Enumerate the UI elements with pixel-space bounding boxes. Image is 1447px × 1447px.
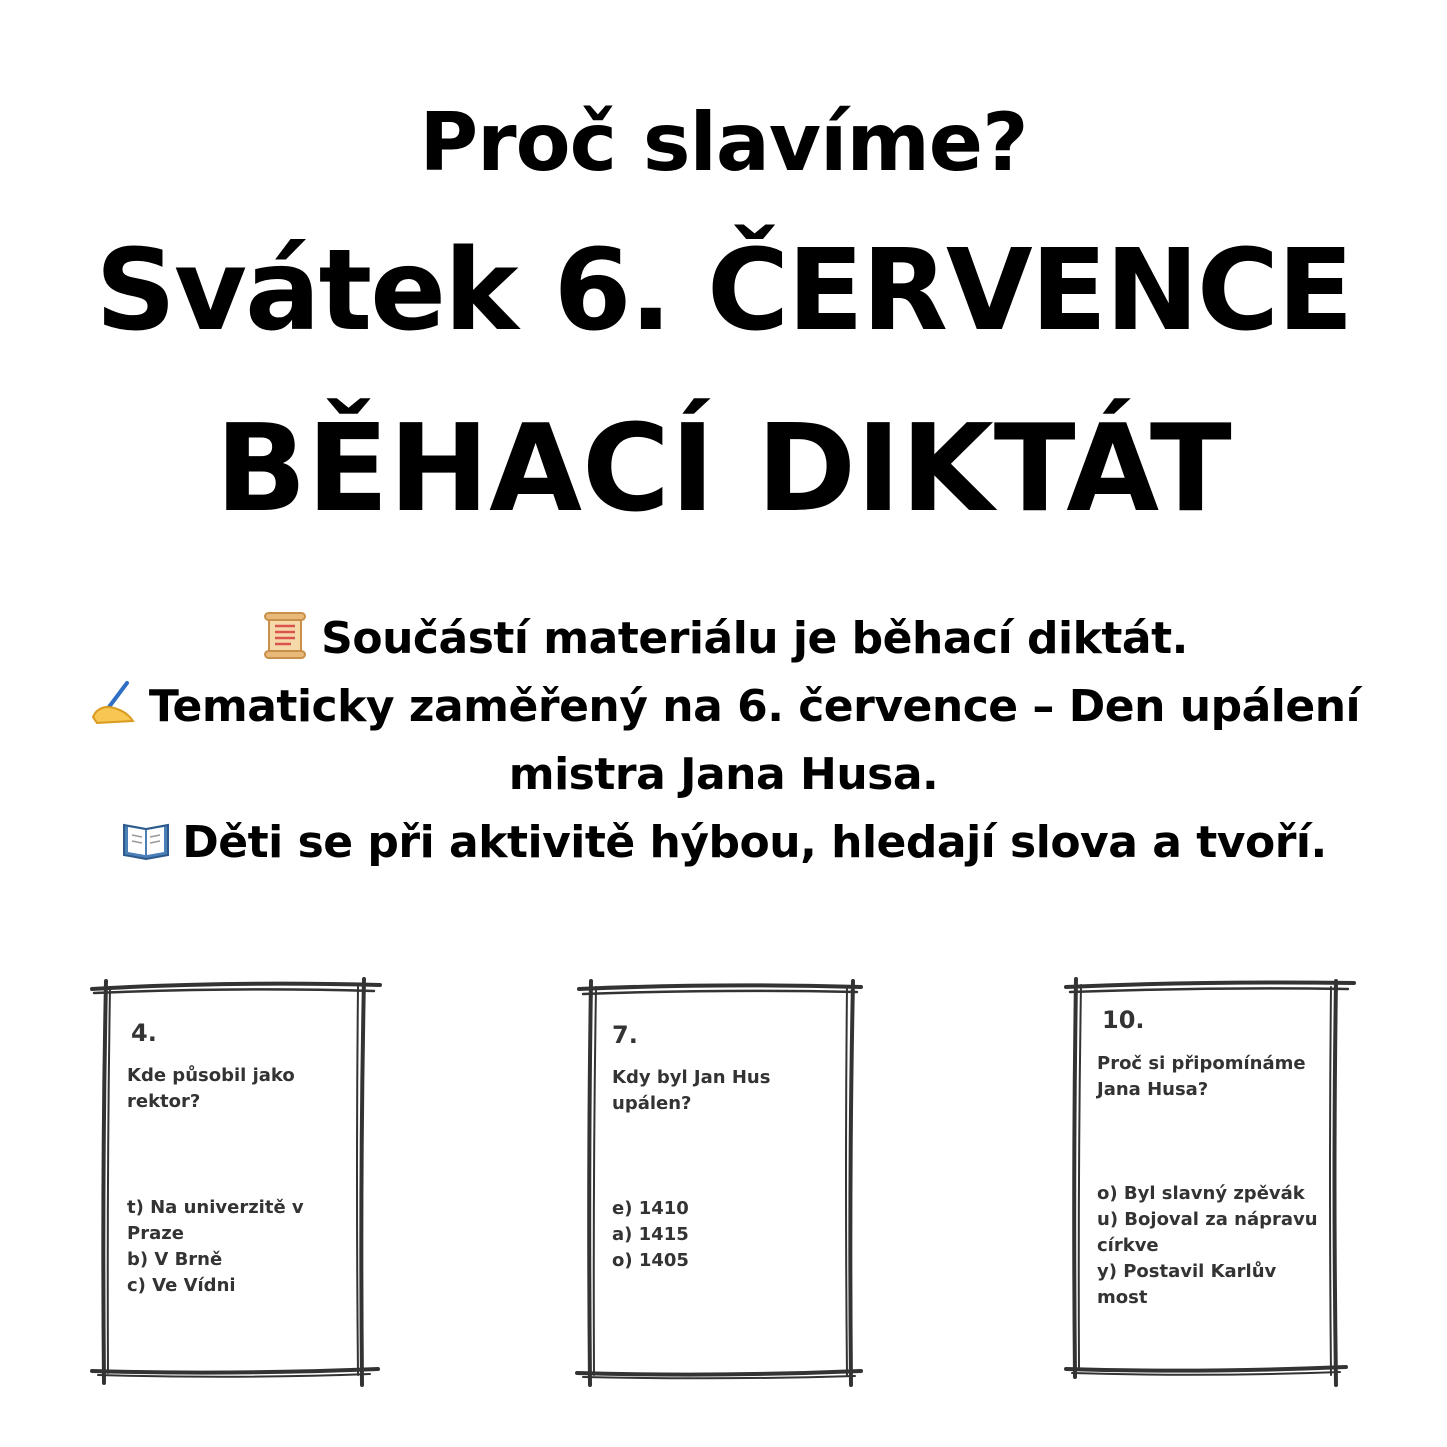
answer-options [127,1195,304,1299]
answer-option: e) 1410 [612,1198,689,1219]
title-question: Proč slavíme? [419,96,1028,189]
description-text-1: Součástí materiálu je běhací diktát. [321,613,1188,664]
question-line: Jana Husa? [1097,1079,1209,1100]
description [40,605,1407,877]
question-line: Proč si připomínáme [1097,1053,1306,1074]
question-line: rektor? [127,1091,201,1112]
title-activity: BĚHACÍ DIKTÁT [215,400,1232,539]
answer-option: a) 1415 [612,1224,689,1245]
question-number: 10. [1102,1006,1145,1034]
question-number: 7. [612,1021,638,1049]
answer-option: y) Postavil Karlův [1097,1261,1277,1282]
answer-options [612,1196,689,1274]
description-line-1 [40,605,1407,673]
answer-option: o) 1405 [612,1250,689,1271]
answer-option: most [1097,1287,1148,1308]
scroll-icon [259,609,311,661]
description-line-4 [40,809,1407,877]
answer-option: c) Ve Vídni [127,1275,236,1296]
description-line-2 [40,673,1407,741]
question-card-4 [88,975,388,1390]
question-text [1097,1051,1306,1103]
description-line-3 [40,741,1407,809]
description-text-4: Děti se při aktivitě hýbou, hledají slova a tvoří. [182,817,1327,868]
answer-option: u) Bojoval za nápravu [1097,1209,1318,1230]
answer-option: Praze [127,1223,184,1244]
writing-hand-icon [87,677,139,729]
description-text-2: Tematicky zaměřený na 6. července – Den upálení [148,681,1361,732]
question-number: 4. [131,1019,157,1047]
answer-option: církve [1097,1235,1159,1256]
question-text [127,1063,295,1115]
description-text-3: mistra Jana Husa. [508,749,939,800]
question-card-10 [1060,975,1360,1390]
answer-option: t) Na univerzitě v [127,1197,304,1218]
title-holiday: Svátek 6. ČERVENCE [95,226,1352,356]
answer-option: b) V Brně [127,1249,223,1270]
question-line: upálen? [612,1093,692,1114]
open-book-icon [120,813,172,865]
answer-options [1097,1181,1318,1311]
question-line: Kde působil jako [127,1065,295,1086]
question-text [612,1065,770,1117]
question-card-7 [575,975,875,1390]
question-line: Kdy byl Jan Hus [612,1067,771,1088]
answer-option: o) Byl slavný zpěvák [1097,1183,1305,1204]
